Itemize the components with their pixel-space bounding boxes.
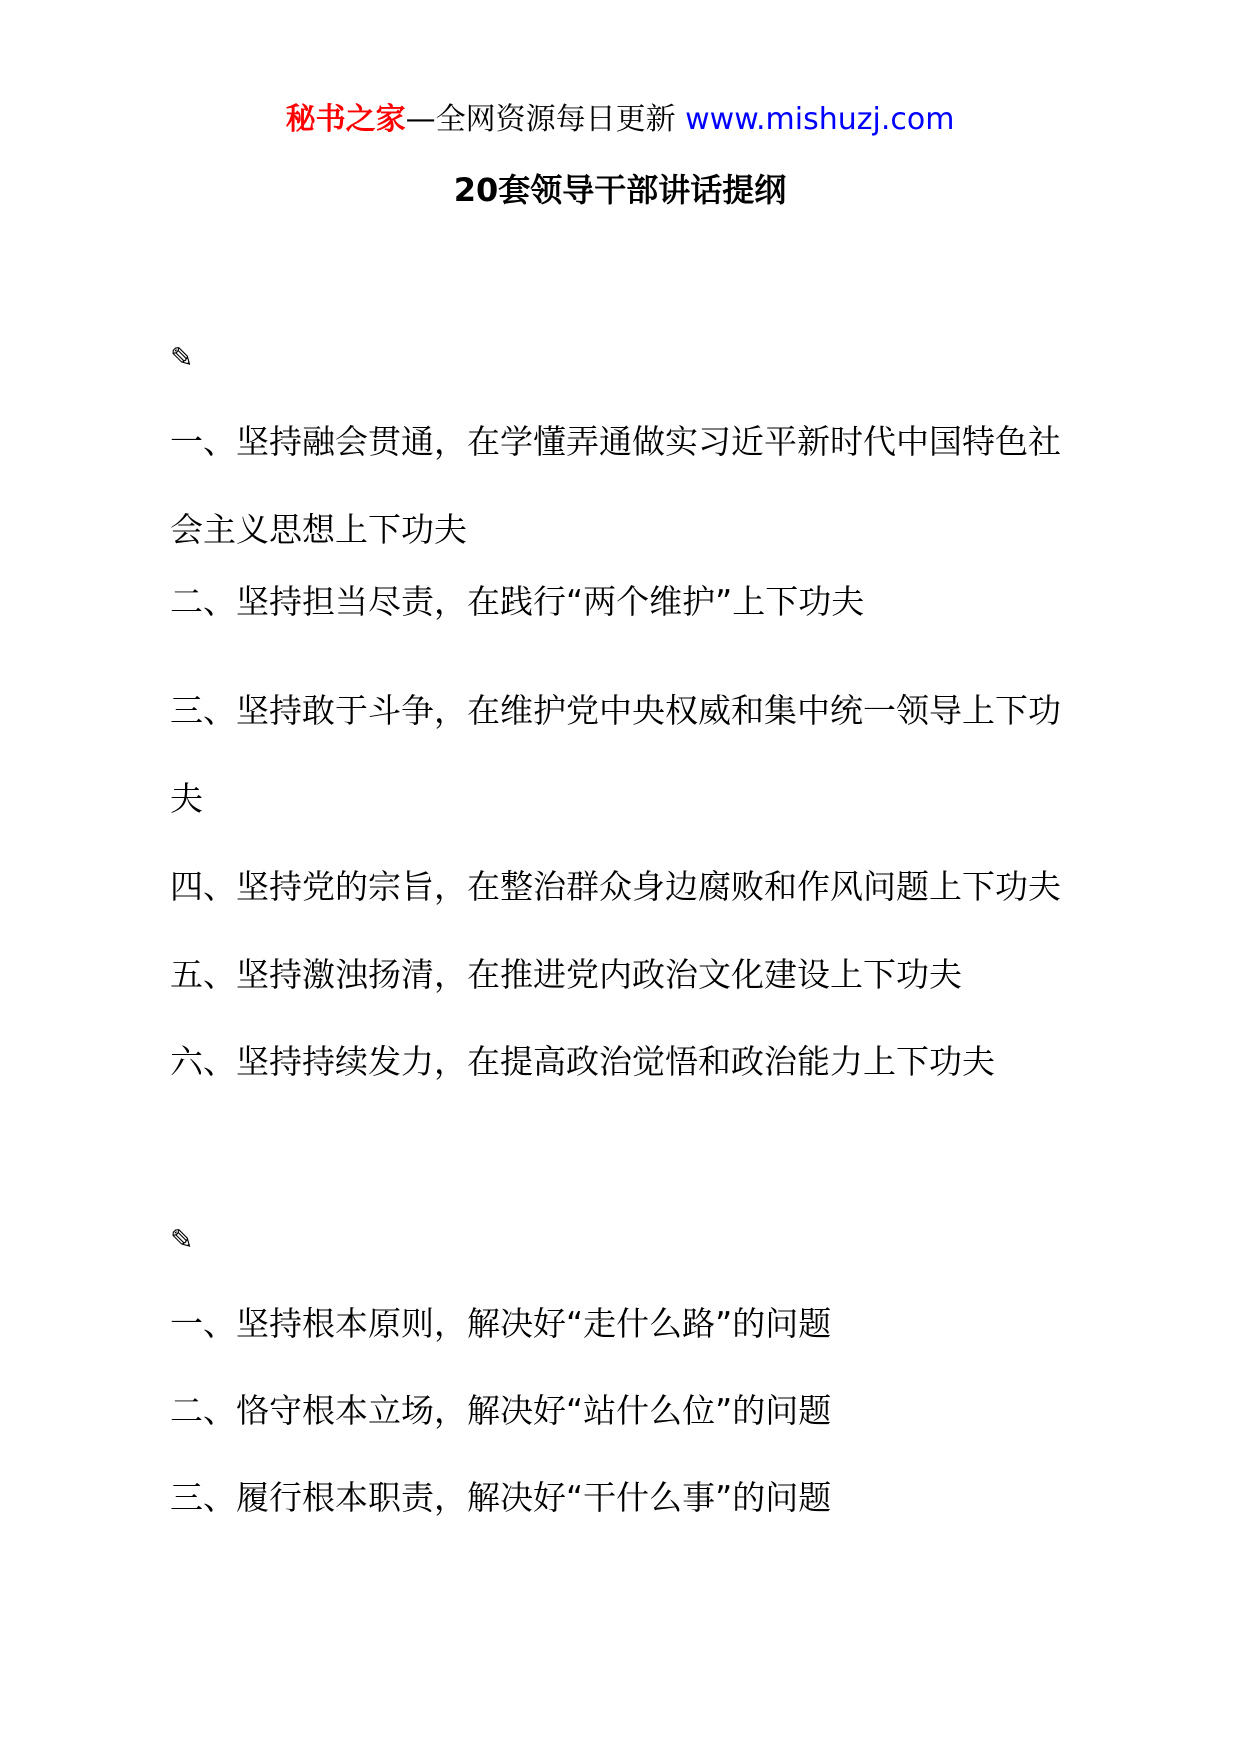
- list-item: 二、坚持担当尽责，在践行“两个维护”上下功夫: [170, 582, 865, 621]
- list-item: 一、坚持融会贯通，在学懂弄通做实习近平新时代中国特色社会主义思想上下功夫: [170, 422, 1061, 549]
- pencil-icon: ✎: [170, 341, 194, 374]
- list-item: 二、恪守根本立场，解决好“站什么位”的问题: [170, 1391, 832, 1430]
- page-header: [0, 100, 1240, 140]
- list-item: 五、坚持激浊扬清，在推进党内政治文化建设上下功夫: [170, 955, 962, 994]
- pencil-icon: ✎: [170, 1223, 194, 1256]
- document-title: 20套领导干部讲话提纲: [453, 171, 787, 209]
- list-item: 一、坚持根本原则，解决好“走什么路”的问题: [170, 1304, 832, 1343]
- list-item: 三、履行根本职责，解决好“干什么事”的问题: [170, 1478, 832, 1517]
- site-url[interactable]: www.mishuzj.com: [685, 102, 955, 137]
- list-item: 三、坚持敢于斗争，在维护党中央权威和集中统一领导上下功夫: [170, 691, 1061, 818]
- header-tagline: —全网资源每日更新: [405, 102, 686, 137]
- brand-name: 秘书之家: [285, 102, 406, 137]
- list-item: 四、坚持党的宗旨，在整治群众身边腐败和作风问题上下功夫: [170, 867, 1061, 906]
- list-item: 六、坚持持续发力，在提高政治觉悟和政治能力上下功夫: [170, 1042, 995, 1081]
